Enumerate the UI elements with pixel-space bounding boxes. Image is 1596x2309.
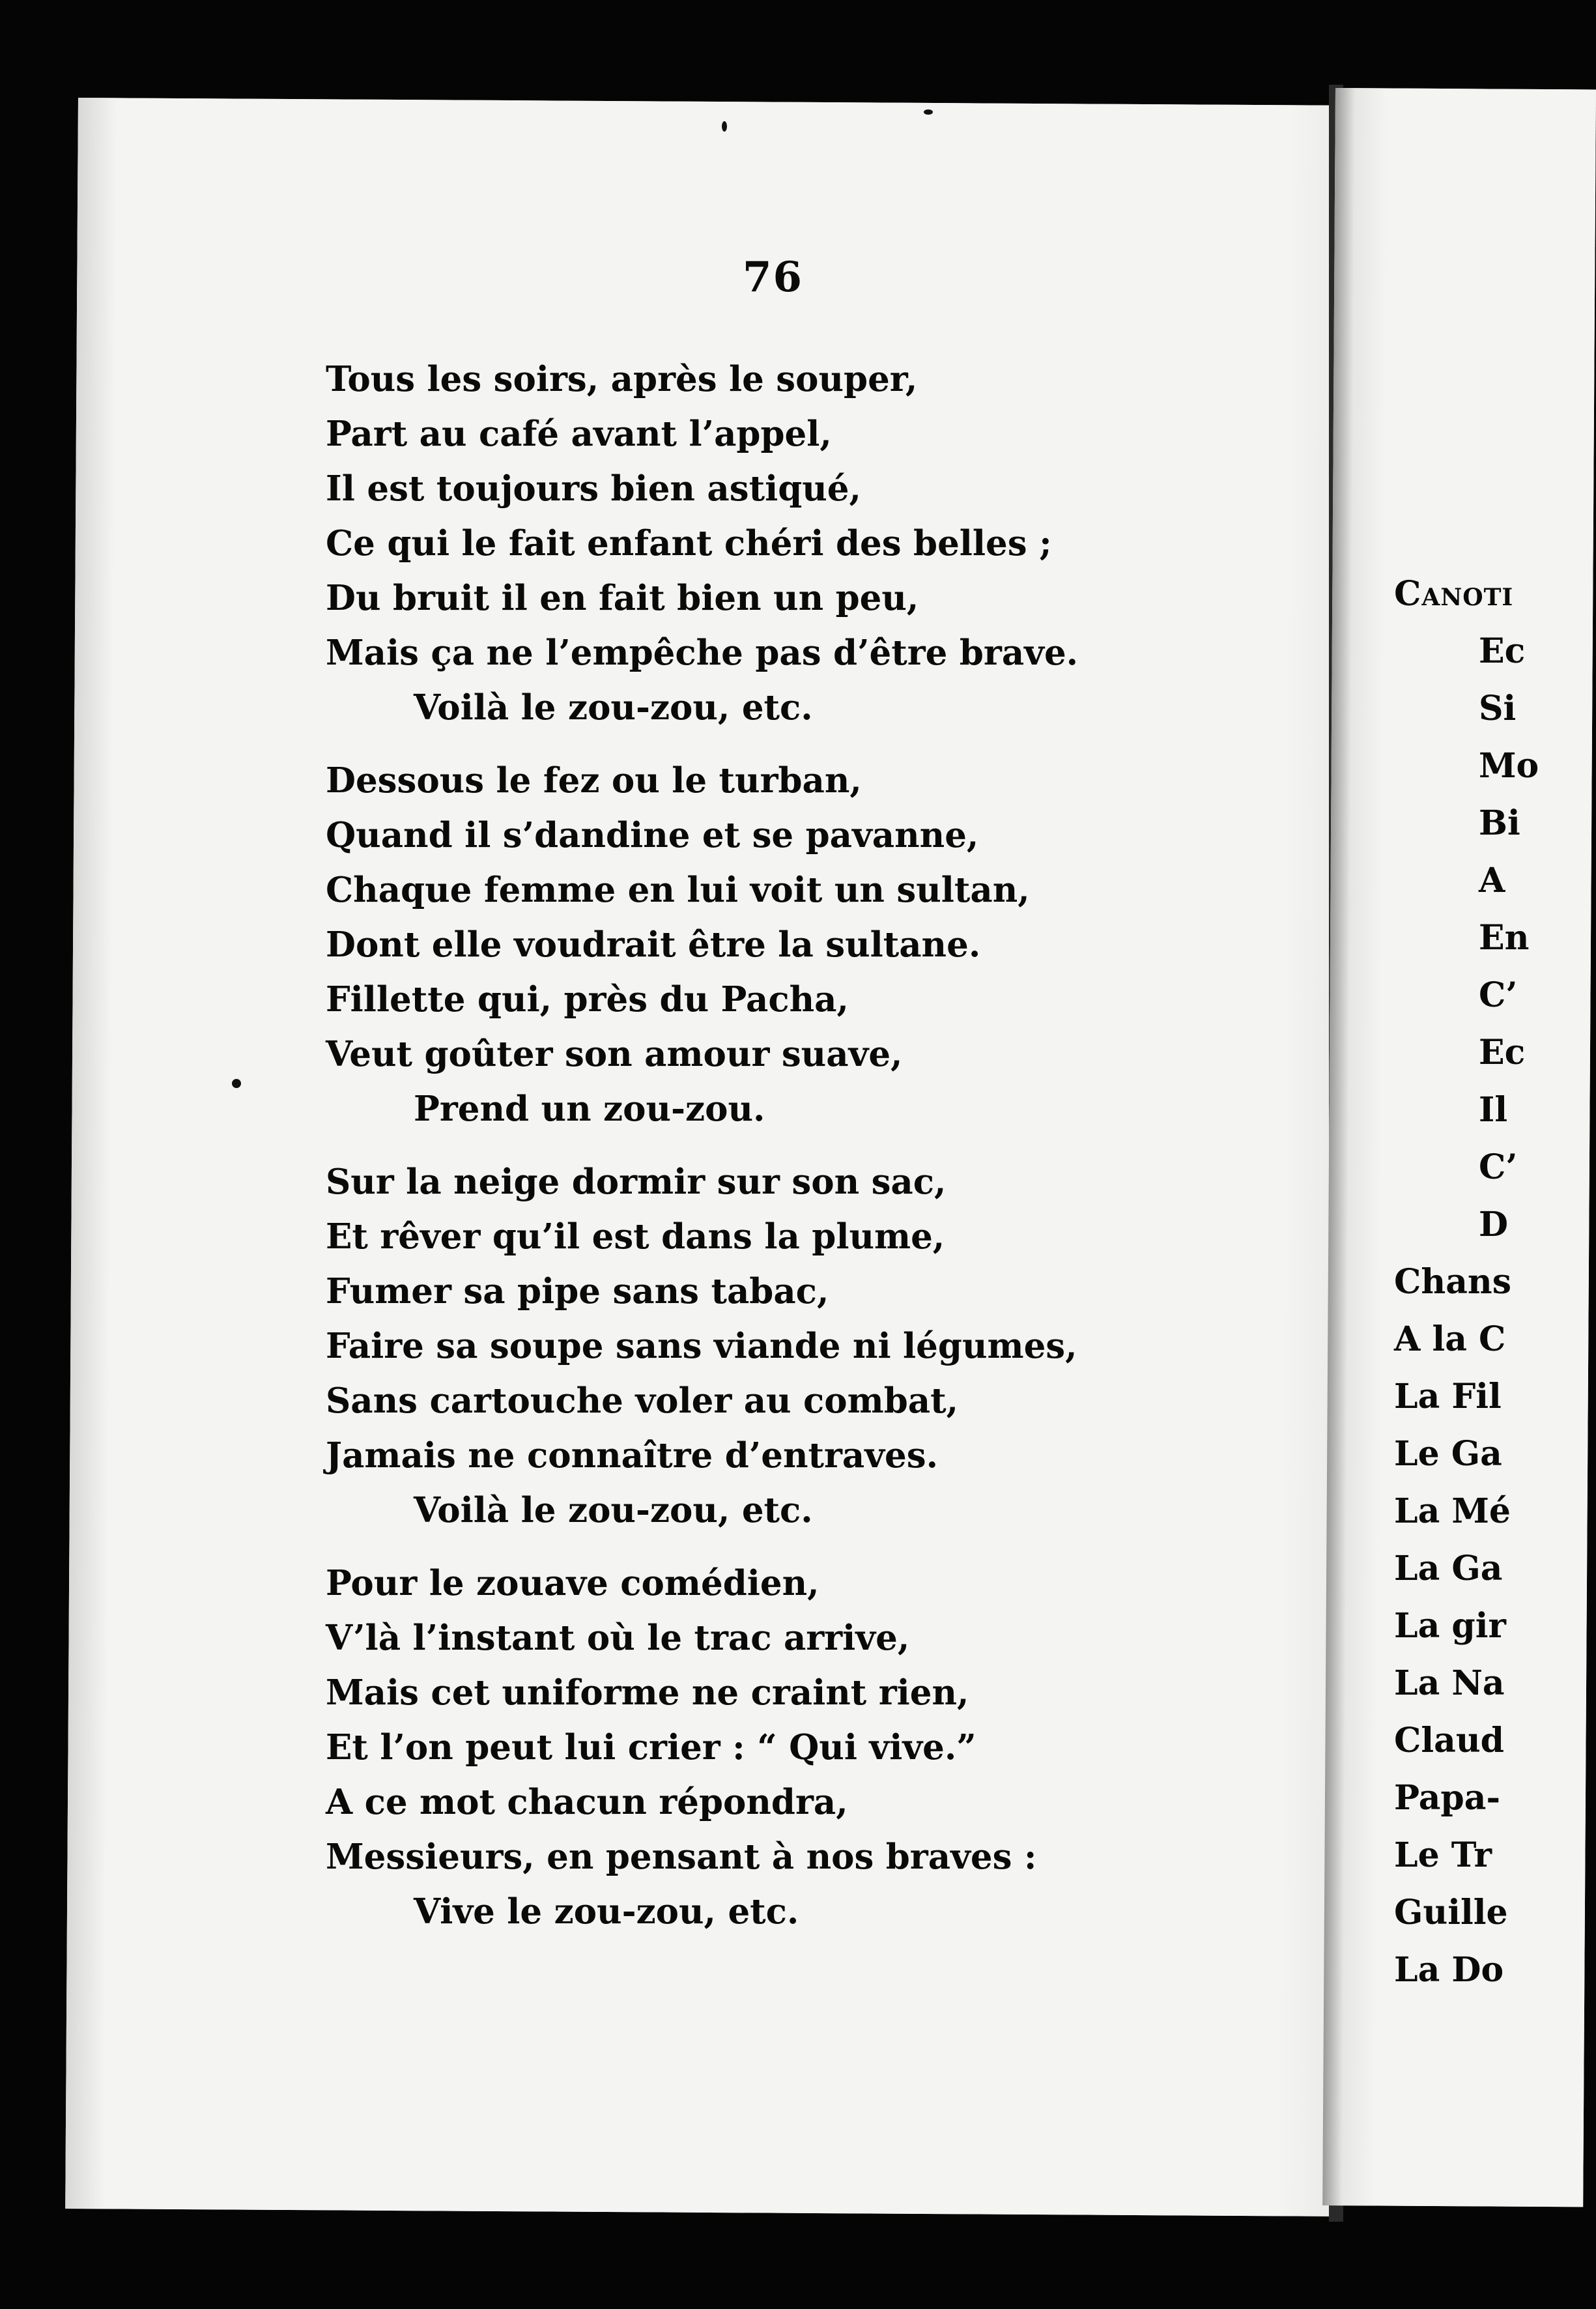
index-entry: La Fil bbox=[1394, 1377, 1502, 1416]
verse-line: V’là l’instant où le trac arrive, bbox=[326, 1618, 910, 1658]
index-entry: Guille bbox=[1394, 1893, 1508, 1932]
verse-line: Veut goûter son amour suave, bbox=[326, 1034, 903, 1074]
stanza bbox=[326, 352, 1173, 735]
verse-line: Du bruit il en fait bien un peu, bbox=[326, 578, 919, 618]
index-entry: Ec bbox=[1479, 1033, 1526, 1072]
verse-line: Tous les soirs, après le souper, bbox=[326, 359, 918, 399]
index-entry: Il bbox=[1479, 1090, 1508, 1130]
verse-line: Pour le zouave comédien, bbox=[326, 1563, 819, 1603]
verse-line: Et l’on peut lui crier : “ Qui vive.” bbox=[326, 1727, 976, 1768]
index-entry: La Mé bbox=[1394, 1491, 1511, 1531]
stanza bbox=[326, 753, 1173, 1136]
refrain-line: Prend un zou-zou. bbox=[414, 1089, 765, 1129]
verse-line: Sans cartouche voler au combat, bbox=[326, 1381, 959, 1421]
index-entry: Ec bbox=[1479, 631, 1526, 671]
index-entry: Chans bbox=[1394, 1262, 1511, 1302]
verse-line: Sur la neige dormir sur son sac, bbox=[326, 1162, 947, 1202]
index-entry: Le Ga bbox=[1394, 1434, 1502, 1474]
verse-line: Et rêver qu’il est dans la plume, bbox=[326, 1216, 945, 1257]
verse-line: Chaque femme en lui voit un sultan, bbox=[326, 870, 1030, 910]
index-entry: Papa- bbox=[1394, 1778, 1501, 1818]
verse-line: Fumer sa pipe sans tabac, bbox=[326, 1271, 829, 1312]
index-entry: La gir bbox=[1394, 1606, 1506, 1646]
refrain-line: Voilà le zou-zou, etc. bbox=[414, 1490, 813, 1530]
index-entry: Le Tr bbox=[1394, 1835, 1492, 1875]
index-entry: A bbox=[1479, 861, 1505, 900]
index-entry: La Do bbox=[1394, 1950, 1504, 1990]
page-number: 76 bbox=[743, 253, 804, 302]
verse-line: Quand il s’dandine et se pavanne, bbox=[326, 815, 979, 855]
index-entry: Si bbox=[1479, 689, 1517, 728]
verse-line: Jamais ne connaître d’entraves. bbox=[326, 1435, 939, 1476]
verse-line: Dont elle voudrait être la sultane. bbox=[326, 925, 981, 965]
verse-line: Mais cet uniforme ne craint rien, bbox=[326, 1672, 969, 1713]
index-entry: D bbox=[1479, 1205, 1509, 1244]
verse-line: Faire sa soupe sans viande ni légumes, bbox=[326, 1326, 1077, 1366]
verse-line: Ce qui le fait enfant chéri des belles ; bbox=[326, 523, 1052, 564]
stanza bbox=[326, 1556, 1173, 1939]
right-page-index-column bbox=[1394, 566, 1539, 1999]
index-entry: A la C bbox=[1394, 1319, 1506, 1359]
index-entry: C’ bbox=[1479, 975, 1518, 1015]
verse-line: Mais ça ne l’empêche pas d’être brave. bbox=[326, 633, 1079, 673]
verse-line: Fillette qui, près du Pacha, bbox=[326, 979, 849, 1020]
index-entry: La Na bbox=[1394, 1663, 1505, 1703]
verse-line: Part au café avant l’appel, bbox=[326, 414, 832, 454]
poem bbox=[326, 352, 1173, 1957]
verse-line: A ce mot chacun répondra, bbox=[326, 1782, 848, 1822]
index-entry: Mo bbox=[1479, 746, 1539, 786]
index-entry: Canoti bbox=[1394, 574, 1514, 614]
refrain-line: Voilà le zou-zou, etc. bbox=[414, 687, 813, 728]
verse-line: Messieurs, en pensant à nos braves : bbox=[326, 1837, 1037, 1877]
index-entry: C’ bbox=[1479, 1147, 1518, 1187]
stanza bbox=[326, 1154, 1173, 1538]
refrain-line: Vive le zou-zou, etc. bbox=[414, 1891, 799, 1932]
index-entry: Claud bbox=[1394, 1721, 1504, 1760]
index-entry: La Ga bbox=[1394, 1549, 1503, 1588]
verse-line: Il est toujours bien astiqué, bbox=[326, 468, 861, 509]
verse-line: Dessous le fez ou le turban, bbox=[326, 760, 862, 801]
index-entry: Bi bbox=[1479, 803, 1520, 843]
index-entry: En bbox=[1479, 918, 1530, 958]
